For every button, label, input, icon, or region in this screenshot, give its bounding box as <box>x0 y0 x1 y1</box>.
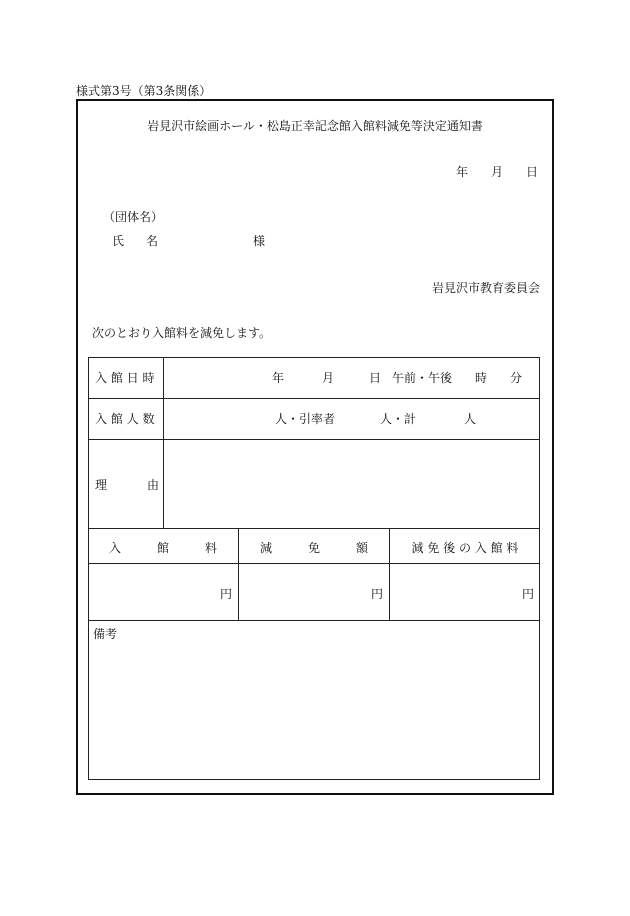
table-rule <box>88 439 540 440</box>
remarks-label: 備考 <box>93 627 118 641</box>
name-label-second: 名 <box>146 234 159 248</box>
entry-minute: 分 <box>510 371 523 385</box>
organization-label: （団体名） <box>103 210 164 224</box>
document-title: 岩見沢市絵画ホール・松島正幸記念館入館料減免等決定通知書 <box>147 119 483 133</box>
date-year: 年 <box>456 165 469 179</box>
visitor-leaders: 人・引率者 <box>275 412 336 426</box>
entry-month: 月 <box>322 371 335 385</box>
date-month: 月 <box>491 165 504 179</box>
issuer: 岩見沢市教育委員会 <box>432 281 541 295</box>
entry-day: 日 <box>369 371 382 385</box>
statement: 次のとおり入館料を減免します。 <box>92 326 272 340</box>
table-rule <box>88 620 540 621</box>
honorific: 様 <box>253 234 266 248</box>
fee-header-reduction: 減 免 額 <box>259 541 368 555</box>
fee-reduction-yen: 円 <box>371 587 384 601</box>
table-rule <box>163 357 164 528</box>
visitor-count-label: 入 館 人 数 <box>95 412 155 426</box>
visitor-persons: 人 <box>464 412 477 426</box>
entry-year: 年 <box>272 371 285 385</box>
table-rule <box>389 528 390 620</box>
fee-admission-yen: 円 <box>220 587 233 601</box>
fee-after-yen: 円 <box>522 587 535 601</box>
entry-ampm: 午前・午後 <box>392 371 453 385</box>
name-label-first: 氏 <box>112 234 125 248</box>
table-rule <box>88 563 540 564</box>
entry-datetime-label: 入 館 日 時 <box>95 371 155 385</box>
reason-label-first: 理 <box>95 478 108 492</box>
table-rule <box>88 528 540 529</box>
table-rule <box>238 528 239 620</box>
entry-hour: 時 <box>475 371 488 385</box>
visitor-total: 人・計 <box>380 412 417 426</box>
form-number: 様式第3号（第3条関係） <box>76 84 212 98</box>
fee-header-admission: 入 館 料 <box>108 541 217 555</box>
table-rule <box>88 398 540 399</box>
date-day: 日 <box>526 165 539 179</box>
reason-label-second: 由 <box>147 478 160 492</box>
fee-header-after-reduction: 減 免 後 の 入 館 料 <box>411 541 519 555</box>
